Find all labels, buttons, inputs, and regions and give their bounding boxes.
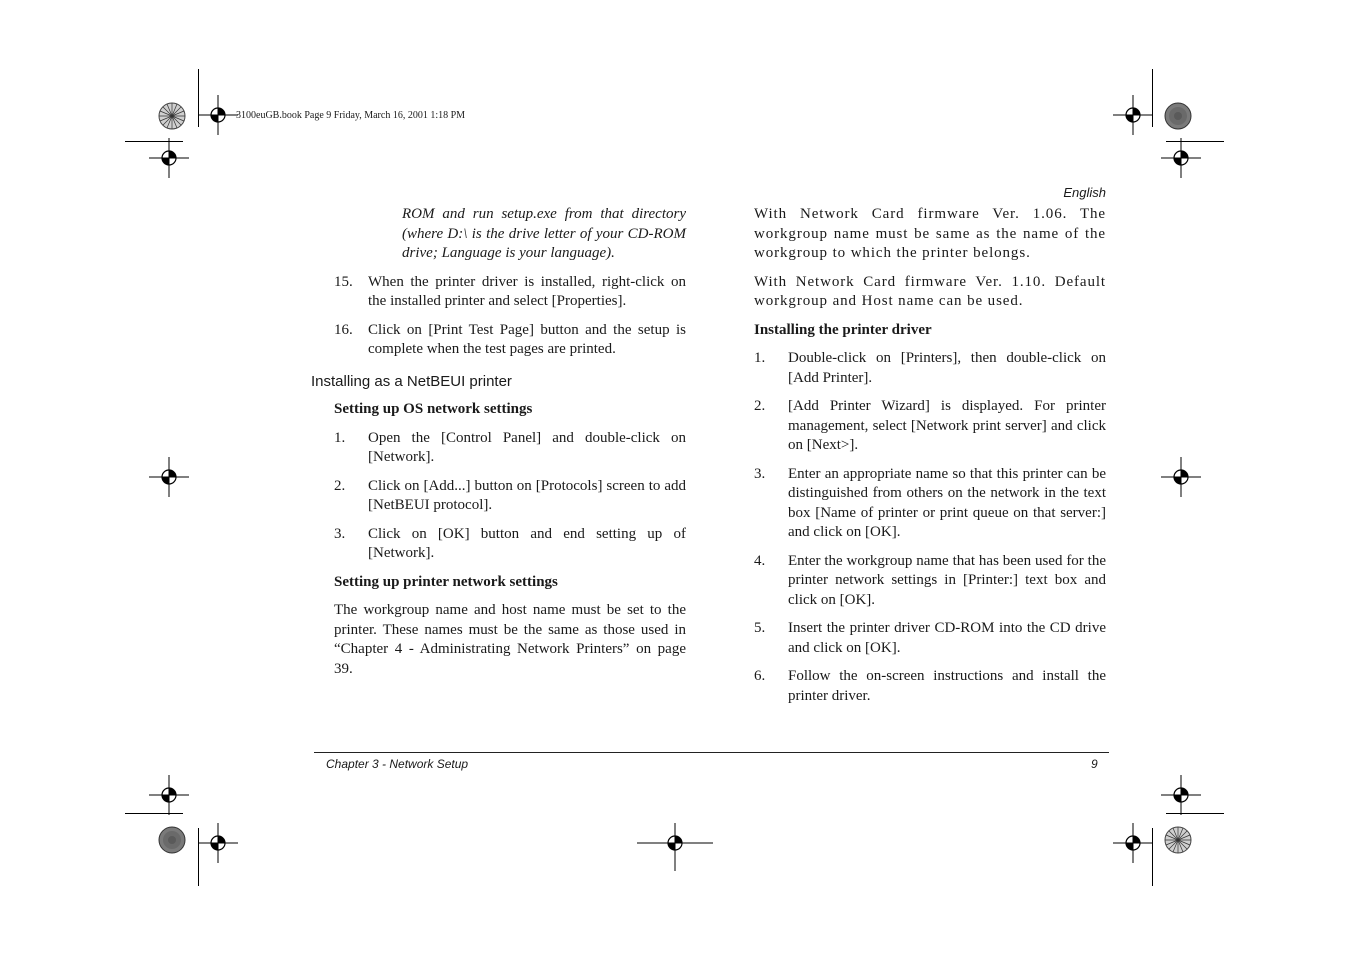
registration-mark-icon	[1113, 823, 1153, 863]
step-text: [Add Printer Wizard] is displayed. For printer management, select [Network print server] and click on [Next>].	[788, 398, 1106, 453]
step-number: 2.	[754, 398, 766, 414]
step-item	[334, 321, 686, 360]
registration-mark-icon	[1161, 775, 1201, 815]
registration-mark-icon	[655, 823, 695, 863]
step-number: 1.	[754, 350, 766, 366]
step-item	[754, 397, 1106, 456]
step-text: Open the [Control Panel] and double-click on [Network].	[368, 429, 686, 465]
registration-mark-icon	[198, 95, 238, 135]
step-number: 3.	[754, 465, 766, 482]
workgroup-paragraph: The workgroup name and host name must be set to the printer. These names must be the same as those used in “Chapter 4 - Administrating Network Printers” on page 39.	[334, 602, 686, 677]
step-number: 15.	[334, 273, 353, 290]
step-text: Double-click on [Printers], then double-click on [Add Printer].	[788, 350, 1106, 386]
gray-target-mark-icon	[158, 826, 186, 854]
section-heading: Installing as a NetBEUI printer	[311, 372, 512, 390]
step-number: 4.	[754, 552, 766, 569]
step-number: 2.	[334, 477, 346, 494]
step-text: Click on [OK] button and end setting up of [Network].	[368, 525, 686, 561]
step-text: Enter an appropriate name so that this printer can be distinguished from others on the network in the text box [Name of printer or print queue on that server:] and click on [OK].	[788, 465, 1106, 540]
firmware-106-paragraph: With Network Card firmware Ver. 1.06. The workgroup name must be same as the name of the workgroup to which the printer belongs.	[754, 206, 1106, 261]
footer-rule	[314, 752, 1109, 753]
step-number: 1.	[334, 429, 346, 446]
step-item	[754, 552, 1106, 611]
step-number: 6.	[754, 668, 766, 684]
step-text: Insert the printer driver CD-ROM into the CD drive and click on [OK].	[788, 620, 1106, 656]
step-number: 16.	[334, 321, 353, 338]
step-number: 3.	[334, 525, 346, 542]
right-column	[754, 205, 1106, 715]
step-item	[754, 465, 1106, 543]
step-text: Click on [Add...] button on [Protocols] screen to add [NetBEUI protocol].	[368, 477, 686, 513]
subheading-os-settings: Setting up OS network settings	[334, 401, 533, 417]
registration-mark-icon	[198, 823, 238, 863]
step-text: Follow the on-screen instructions and install the printer driver.	[788, 668, 1106, 704]
step-item	[334, 429, 686, 468]
left-column	[311, 205, 686, 688]
step-item	[754, 619, 1106, 658]
step-item	[754, 349, 1106, 388]
page-number: 9	[1091, 757, 1098, 771]
language-label: English	[1063, 185, 1106, 200]
continued-note: ROM and run setup.exe from that directory (where D:\ is the drive letter of your CD-ROM drive; Language is your language).	[402, 206, 686, 261]
firmware-110-paragraph: With Network Card firmware Ver. 1.10. Default workgroup and Host name can be used.	[754, 273, 1106, 309]
subheading-driver: Installing the printer driver	[754, 321, 932, 338]
registration-mark-icon	[149, 775, 189, 815]
step-number: 5.	[754, 620, 766, 636]
registration-mark-icon	[1161, 138, 1201, 178]
footer-chapter: Chapter 3 - Network Setup	[326, 757, 469, 771]
registration-mark-icon	[1161, 457, 1201, 497]
registration-mark-icon	[149, 457, 189, 497]
step-text: Enter the workgroup name that has been used for the printer network settings in [Printer:] text box and click on [OK].	[788, 552, 1106, 608]
gray-target-mark-icon	[1164, 102, 1192, 130]
registration-mark-icon	[1113, 95, 1153, 135]
starburst-mark-icon	[158, 102, 186, 130]
step-item	[334, 477, 686, 516]
registration-mark-icon	[149, 138, 189, 178]
step-text: Click on [Print Test Page] button and the setup is complete when the test pages are printed.	[368, 321, 686, 357]
subheading-printer-settings: Setting up printer network settings	[334, 573, 558, 590]
step-item	[334, 525, 686, 564]
step-item	[754, 667, 1106, 706]
print-slug: 3100euGB.book Page 9 Friday, March 16, 2001 1:18 PM	[236, 110, 466, 121]
starburst-mark-icon	[1164, 826, 1192, 854]
step-text: When the printer driver is installed, right-click on the installed printer and select [Properties].	[368, 273, 686, 309]
step-item	[334, 273, 686, 312]
